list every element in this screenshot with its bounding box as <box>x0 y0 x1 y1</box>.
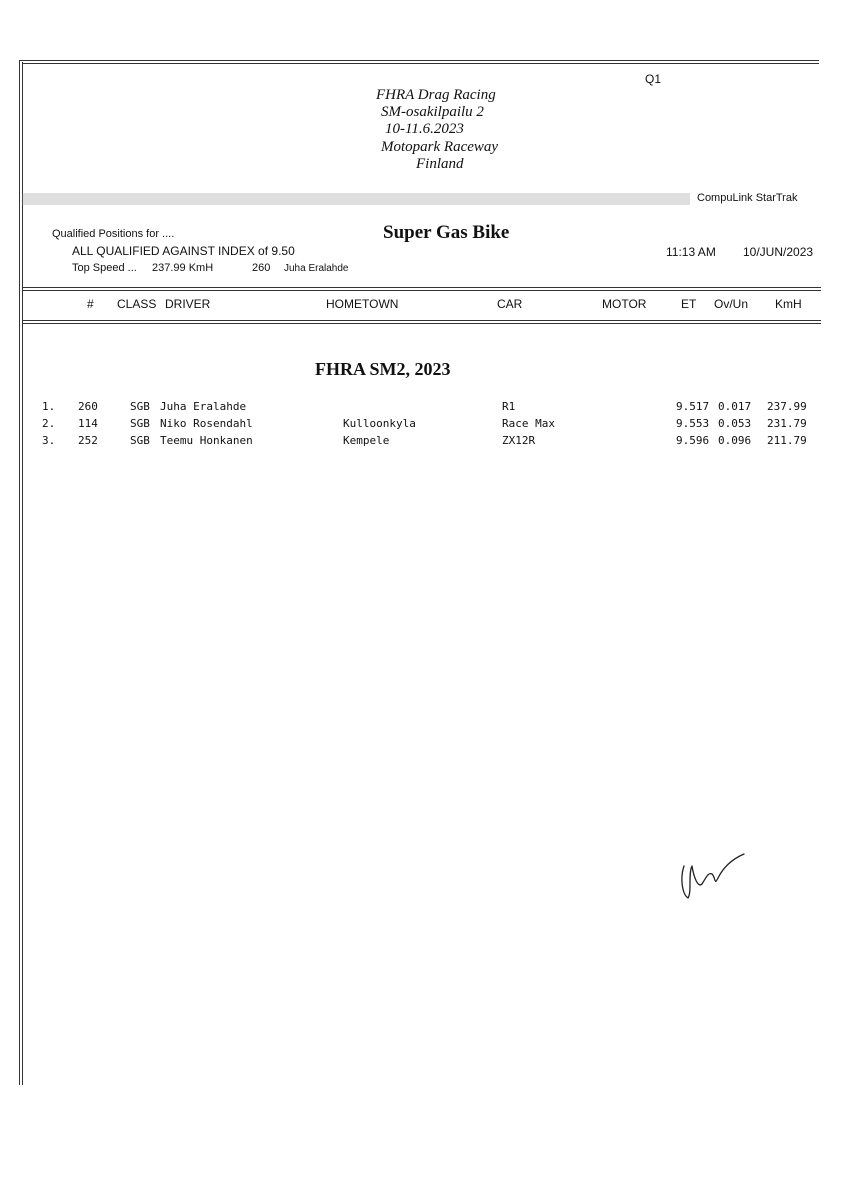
left-border <box>19 60 20 1085</box>
row-number: 252 <box>78 434 98 447</box>
left-border-inner <box>22 62 23 1085</box>
row-kmh: 211.79 <box>767 434 807 447</box>
row-class: SGB <box>130 417 150 430</box>
row-car: ZX12R <box>502 434 536 447</box>
row-hometown: Kempele <box>343 434 390 447</box>
row-et: 9.596 <box>676 434 710 447</box>
session-label: Q1 <box>645 72 662 86</box>
row-driver: Juha Eralahde <box>160 400 247 413</box>
column-header-num: # <box>87 297 94 311</box>
column-header-et: ET <box>681 297 697 311</box>
class-title: Super Gas Bike <box>383 222 510 243</box>
column-header-hometown: HOMETOWN <box>326 297 399 311</box>
index-line: ALL QUALIFIED AGAINST INDEX of 9.50 <box>72 244 295 258</box>
top-speed-label: Top Speed ... <box>72 262 137 274</box>
dotted-separator <box>22 193 690 205</box>
top-speed-car: 260 <box>252 262 271 274</box>
column-header-bottom-rule-2 <box>22 323 821 324</box>
top-speed-driver: Juha Eralahde <box>284 263 349 274</box>
column-header-top-rule-2 <box>22 290 821 291</box>
top-speed-value: 237.99 KmH <box>152 262 214 274</box>
column-header-kmh: KmH <box>775 297 802 311</box>
row-car: R1 <box>502 400 516 413</box>
row-car: Race Max <box>502 417 555 430</box>
column-header-class: CLASS <box>117 297 157 311</box>
column-header-ovun: Ov/Un <box>714 297 749 311</box>
column-header-driver: DRIVER <box>165 297 211 311</box>
row-kmh: 237.99 <box>767 400 807 413</box>
event-line-1: FHRA Drag Racing <box>376 87 496 103</box>
column-header-bottom-rule <box>22 320 821 321</box>
row-ovun: 0.017 <box>718 400 752 413</box>
row-et: 9.553 <box>676 417 710 430</box>
report-date: 10/JUN/2023 <box>743 245 814 259</box>
row-position: 3. <box>42 434 56 447</box>
qualified-for-label: Qualified Positions for .... <box>52 228 175 240</box>
signature <box>676 848 766 908</box>
row-driver: Teemu Honkanen <box>160 434 253 447</box>
row-driver: Niko Rosendahl <box>160 417 253 430</box>
row-et: 9.517 <box>676 400 710 413</box>
column-header-motor: MOTOR <box>602 297 647 311</box>
top-border <box>19 60 819 61</box>
event-line-3: 10-11.6.2023 <box>385 121 464 137</box>
row-ovun: 0.096 <box>718 434 752 447</box>
event-line-2: SM-osakilpailu 2 <box>381 104 484 120</box>
row-ovun: 0.053 <box>718 417 752 430</box>
row-class: SGB <box>130 434 150 447</box>
row-position: 2. <box>42 417 56 430</box>
top-border-inner <box>22 63 819 64</box>
event-line-5: Finland <box>416 156 464 172</box>
column-header-top-rule <box>22 287 821 288</box>
system-label: CompuLink StarTrak <box>697 192 798 204</box>
row-position: 1. <box>42 400 56 413</box>
row-class: SGB <box>130 400 150 413</box>
section-title: FHRA SM2, 2023 <box>315 359 451 379</box>
row-number: 260 <box>78 400 98 413</box>
row-hometown: Kulloonkyla <box>343 417 416 430</box>
row-kmh: 231.79 <box>767 417 807 430</box>
report-time: 11:13 AM <box>666 245 716 259</box>
column-header-car: CAR <box>497 297 523 311</box>
event-line-4: Motopark Raceway <box>381 139 499 155</box>
row-number: 114 <box>78 417 98 430</box>
